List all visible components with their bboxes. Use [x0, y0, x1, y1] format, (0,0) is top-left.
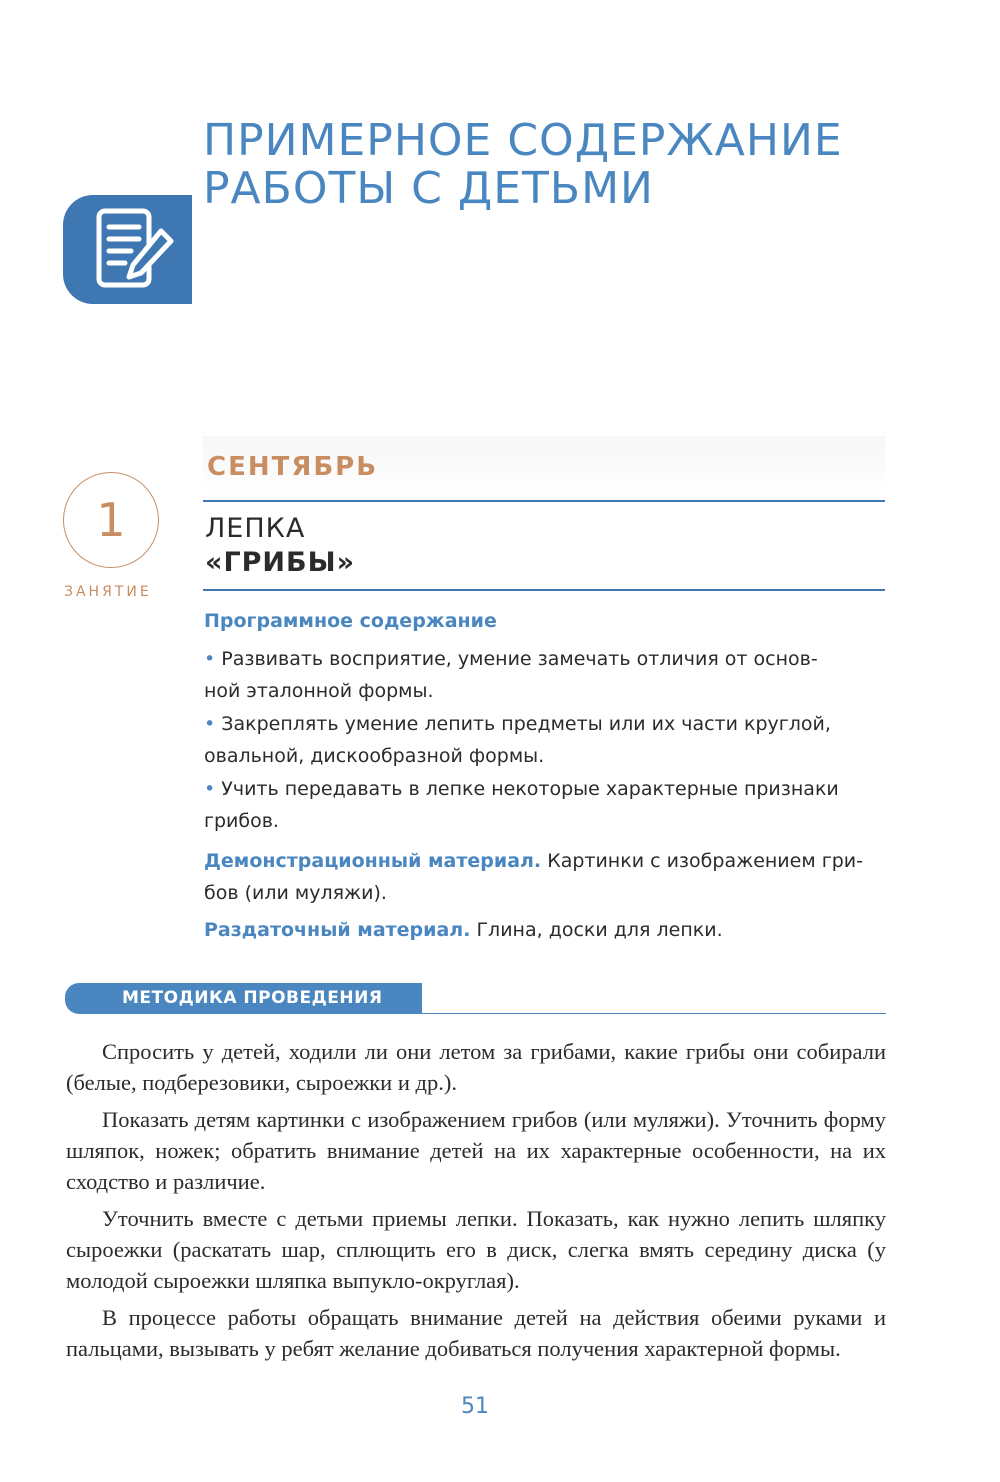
program-item: [204, 773, 886, 837]
demo-material: [204, 845, 886, 909]
program-item-line: Закреплять умение лепить предметы или их части круглой,: [221, 713, 831, 735]
lesson-number-label: ЗАНЯТИЕ: [64, 584, 152, 600]
lesson-number-badge: [63, 472, 159, 568]
handout-material-label: Раздаточный материал.: [204, 919, 471, 941]
page-title-line-1: ПРИМЕРНОЕ СОДЕРЖАНИЕ: [203, 115, 843, 167]
divider: [203, 500, 885, 502]
handout-material-text: Глина, доски для лепки.: [476, 919, 723, 941]
demo-material-label: Демонстрационный материал.: [204, 850, 542, 872]
activity-type: ЛЕПКА: [205, 513, 306, 544]
method-paragraph: Спросить у детей, ходили ли они летом за грибами, какие грибы они собирали (белые, подберезовики, сыроежки и др.).: [66, 1039, 886, 1095]
page-number: 51: [461, 1394, 489, 1419]
demo-material-text: Картинки с изображением гри-: [547, 850, 863, 872]
document-pencil-icon: [91, 205, 181, 295]
program-item-line: Развивать восприятие, умение замечать отличия от основ-: [221, 648, 818, 670]
program-item: [204, 643, 886, 707]
bullet-icon: •: [204, 778, 216, 800]
method-paragraph: Уточнить вместе с детьми приемы лепки. Показать, как нужно лепить шляпку сыроежки (раскатать шар, сплющить его в диск, слегка вмять середину диска (у молодой сыроежки шляпка выпукло-округлая).: [66, 1206, 886, 1293]
program-item-line: овальной, дискообразной формы.: [204, 745, 545, 767]
bullet-icon: •: [204, 648, 216, 670]
method-paragraph: В процессе работы обращать внимание детей на действия обеими руками и пальцами, вызывать у ребят желание добиваться получения характерной формы.: [66, 1305, 886, 1361]
document-icon-box: [63, 195, 192, 304]
lesson-number: 1: [96, 493, 126, 547]
program-item-line: грибов.: [204, 810, 279, 832]
page-title-line-2: РАБОТЫ С ДЕТЬМИ: [203, 163, 654, 215]
method-divider: [422, 1013, 886, 1014]
demo-material-text: бов (или муляжи).: [204, 882, 387, 904]
handout-material: [204, 914, 886, 946]
divider: [203, 589, 885, 591]
lesson-title: «ГРИБЫ»: [205, 547, 356, 578]
method-heading: МЕТОДИКА ПРОВЕДЕНИЯ: [65, 983, 422, 1014]
method-text: [66, 1036, 886, 1370]
program-heading: Программное содержание: [204, 610, 497, 632]
page-title: [203, 117, 923, 213]
month-heading: СЕНТЯБРЬ: [207, 452, 379, 482]
method-paragraph: Показать детям картинки с изображением грибов (или муляжи). Уточнить форму шляпок, ножек; обратить внимание детей на их характерные особенности, на их сходство и различие.: [66, 1107, 886, 1194]
program-item-line: Учить передавать в лепке некоторые характерные признаки: [221, 778, 839, 800]
bullet-icon: •: [204, 713, 216, 735]
program-item-line: ной эталонной формы.: [204, 680, 434, 702]
program-item: [204, 708, 886, 772]
